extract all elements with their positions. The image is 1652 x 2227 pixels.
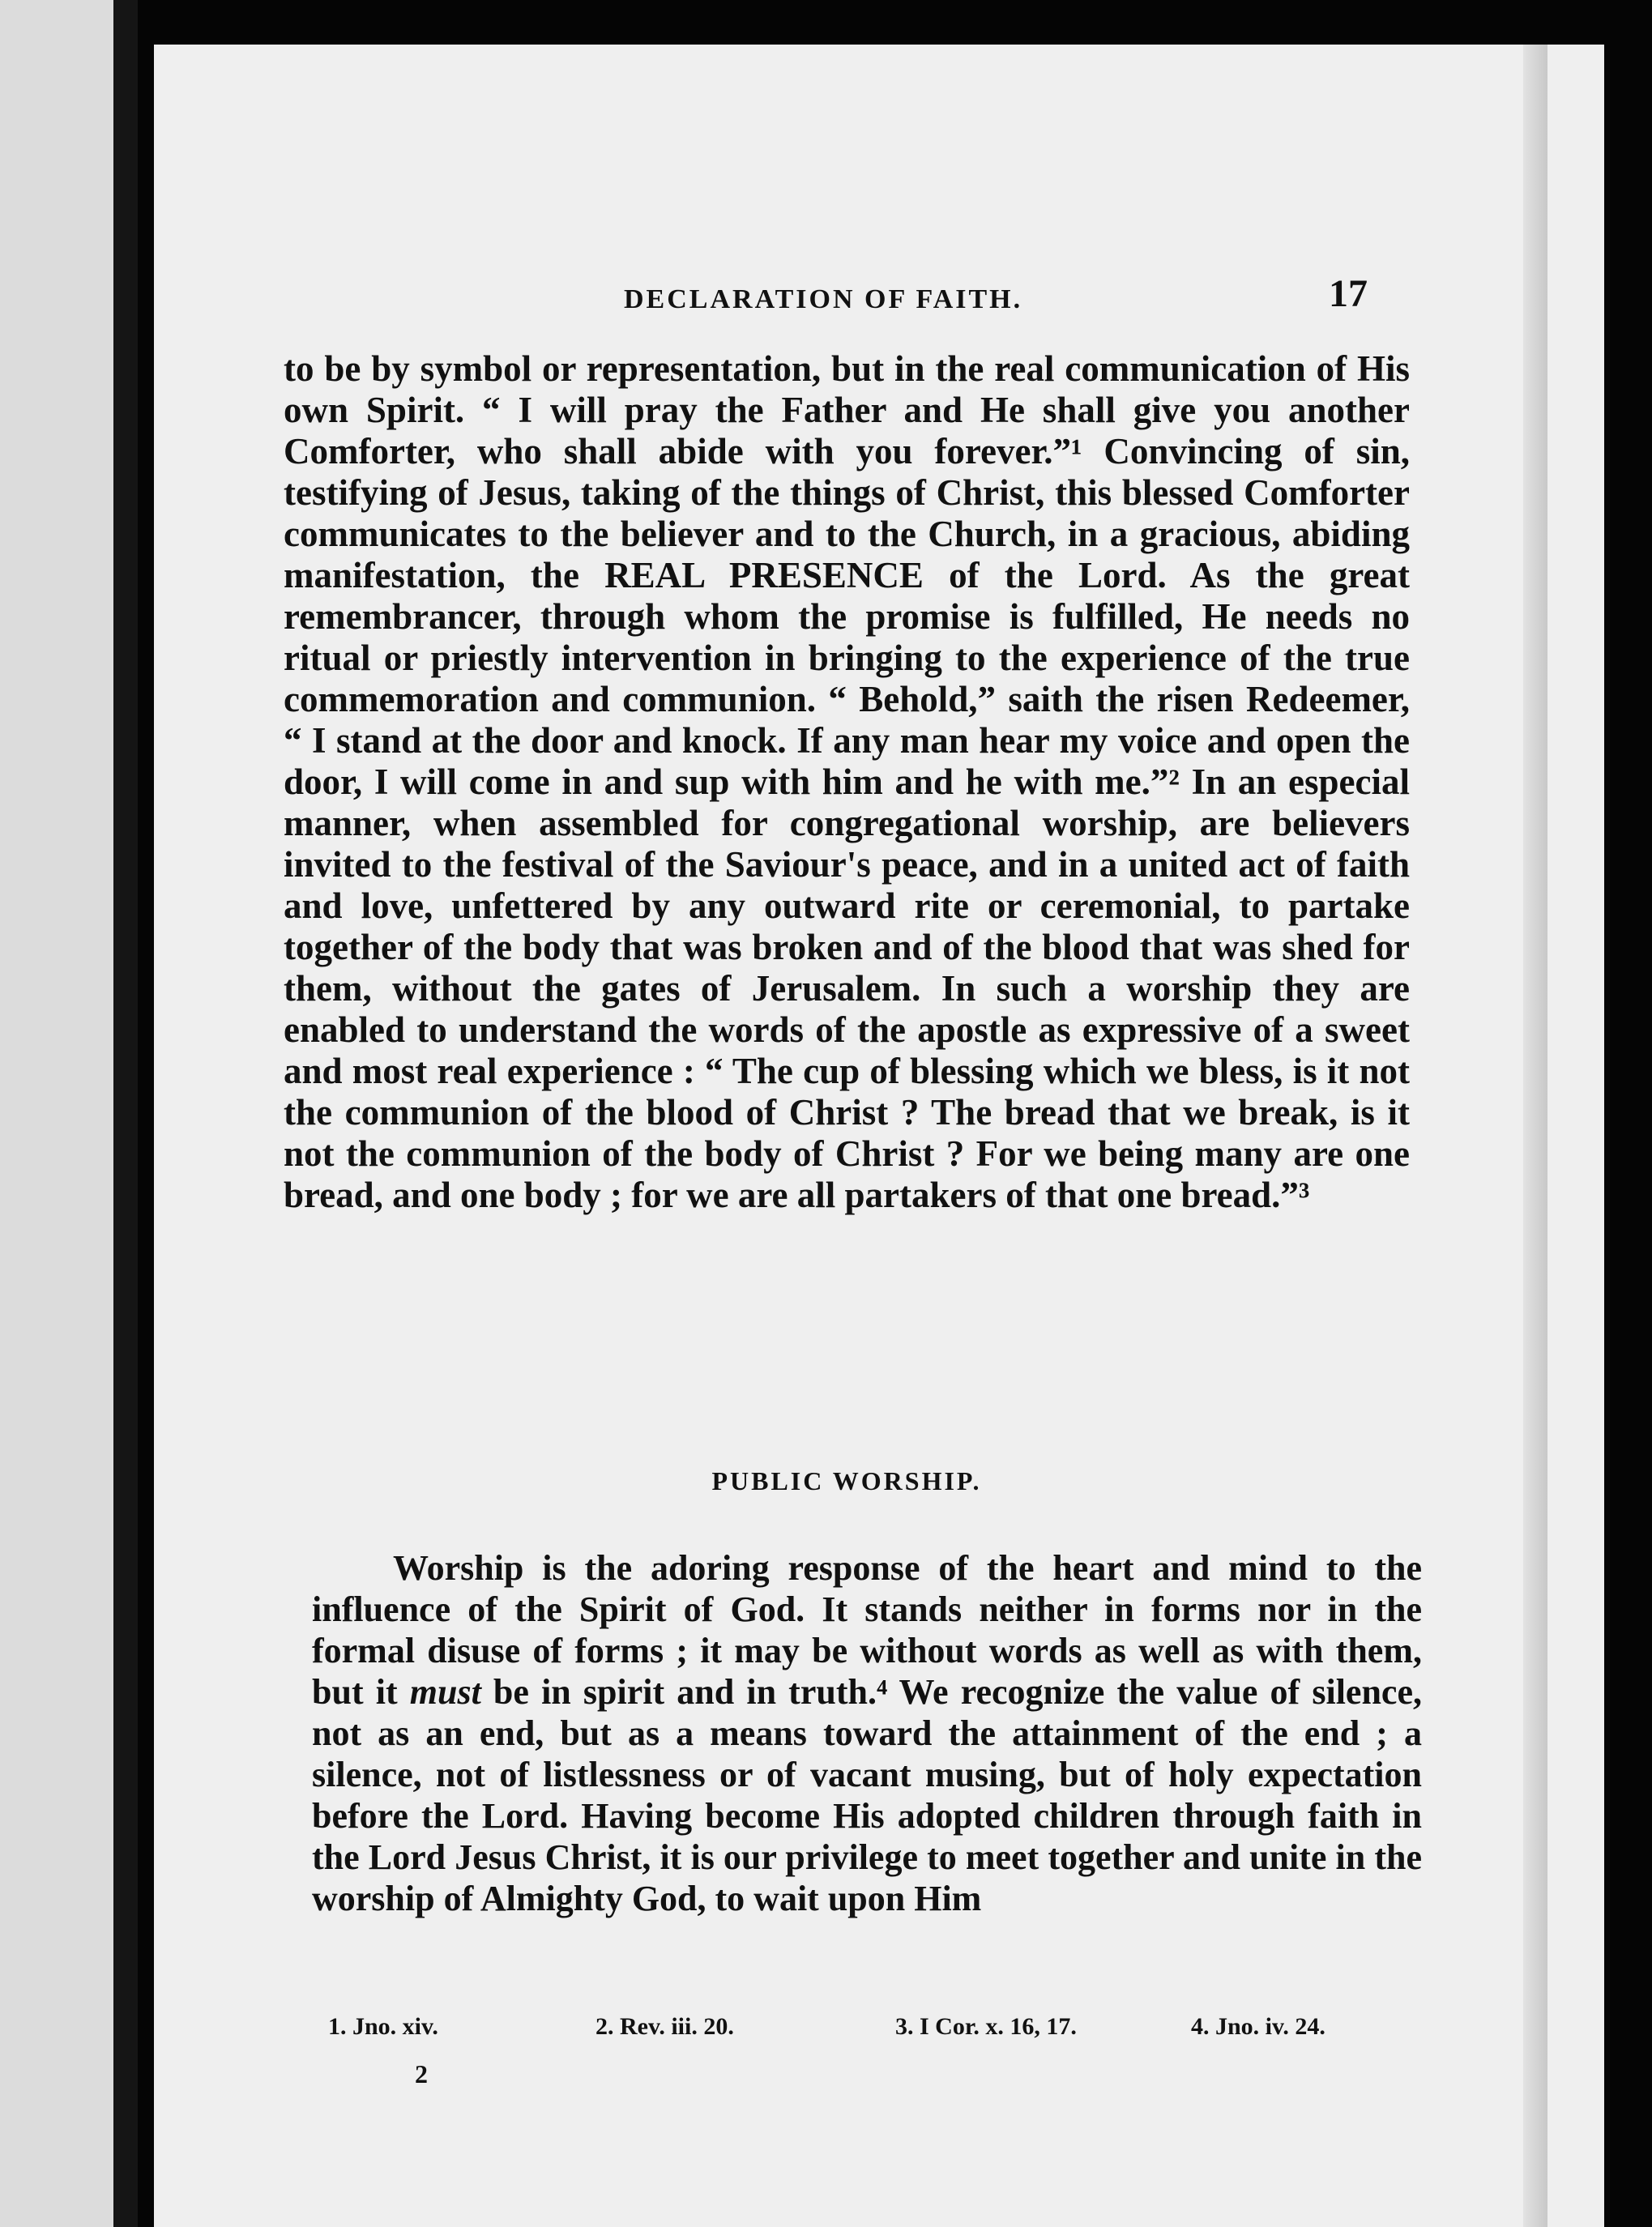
paragraph-real-presence: to be by symbol or representation, but in the real communication of His own Spirit. “ I will pray the Father and He shall give you another Comforter, who shall abide with you forever.”¹ Convincing of sin, testifying of Jesus, taking of the things of Christ, this blessed Comforter communicates to the believer and to the Church, in a gracious, abiding manifestation, the REAL PRESENCE of the Lord. As the great remembrancer, through whom the promise is fulfilled, He needs no ritual or priestly intervention in bringing to the experience of the true commemoration and communion. “ Behold,” saith the risen Redeemer, “ I stand at the door and knock. If any man hear my voice and open the door, I will come in and sup with him and he with me.”² In an especial manner, when assembled for congregational worship, are believers invited to the festival of the Saviour's peace, and in a united act of faith and love, unfettered by any outward rite or ceremonial, to partake together of the body that was broken and of the blood that was shed for them, without the gates of Jerusalem. In such a worship they are enabled to understand the words of the apostle as expressive of a sweet and most real experience : “ The cup of blessing which we bless, is it not the communion of the blood of Christ ? The bread that we break, is it not the communion of the body of Christ ? For we being many are one bread, and one body ; for we are all partakers of that one bread.”³ bbox=[284, 348, 1410, 1215]
footnote-1: 1. Jno. xiv. bbox=[328, 2013, 438, 2040]
footnote-2: 2. Rev. iii. 20. bbox=[595, 2013, 734, 2040]
book-page bbox=[154, 45, 1604, 2227]
page-edge-shadow bbox=[1523, 45, 1547, 2227]
signature-mark: 2 bbox=[415, 2059, 428, 2088]
paragraph-public-worship bbox=[312, 1547, 1422, 1919]
declaration-paragraph bbox=[284, 348, 1410, 1216]
running-head bbox=[154, 271, 1523, 320]
footnotes bbox=[328, 2013, 1446, 2062]
footnote-3: 3. I Cor. x. 16, 17. bbox=[895, 2013, 1077, 2040]
book-gutter bbox=[113, 0, 138, 2227]
section-heading-public-worship: PUBLIC WORSHIP. bbox=[711, 1466, 982, 1495]
footnote-4: 4. Jno. iv. 24. bbox=[1191, 2013, 1325, 2040]
paragraph-text-start: Worship is the adoring response of the heart and mind to the influence of the Spirit of God. It stands neither in forms nor in the formal disuse of forms ; it may be without words as well as with them, but it bbox=[312, 1548, 1422, 1712]
page-number: 17 bbox=[1329, 272, 1368, 315]
facing-page-edge bbox=[0, 0, 113, 2227]
paragraph-text-end: be in spirit and in truth.⁴ We recognize the value of silence, not as an end, but as a means toward the attainment of the end ; a silence, not of listlessness or of vacant musing, but of holy expectation before the Lord. Having become His adopted children through faith in the Lord Jesus Christ, it is our privilege to meet together and unite in the worship of Almighty God, to wait upon Him bbox=[312, 1672, 1422, 1918]
running-title: DECLARATION OF FAITH. bbox=[624, 284, 1023, 314]
emphasis-must: must bbox=[409, 1672, 481, 1712]
